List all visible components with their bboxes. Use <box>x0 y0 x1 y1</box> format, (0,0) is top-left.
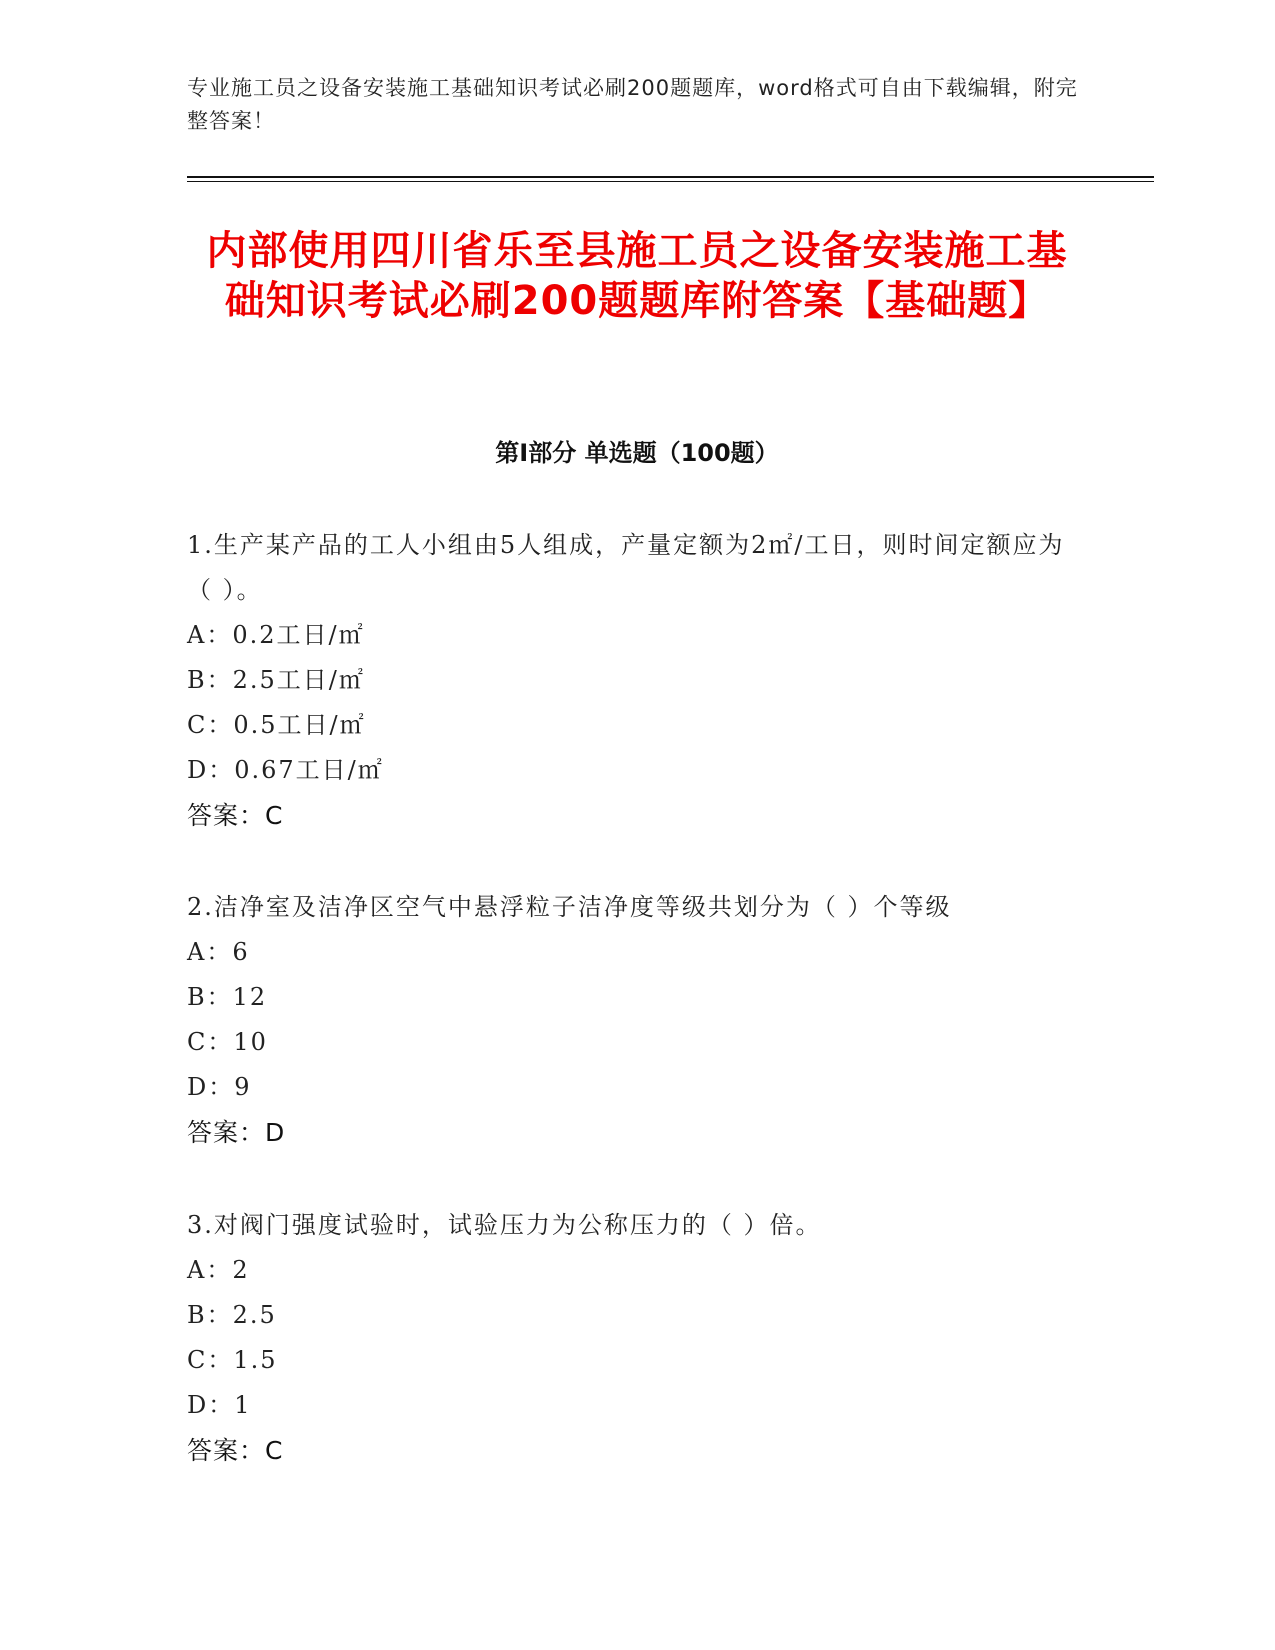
question-block <box>187 523 1067 838</box>
option-b: B：2.5 <box>187 1301 277 1329</box>
section-heading: 第I部分 单选题（100题） <box>495 439 779 467</box>
option-a: A：0.2工日/㎡ <box>187 621 365 649</box>
document-title: 内部使用四川省乐至县施工员之设备安装施工基础知识考试必刷200题题库附答案【基础题】 <box>206 228 1068 324</box>
option-d: D：9 <box>187 1073 252 1101</box>
option-c: C：10 <box>187 1028 268 1056</box>
answer: 答案：C <box>187 801 284 830</box>
option-a: A：2 <box>187 1256 250 1284</box>
option-b: B：2.5工日/㎡ <box>187 666 365 694</box>
option-d: D：0.67工日/㎡ <box>187 756 384 784</box>
option-c: C：1.5 <box>187 1346 278 1374</box>
question-stem: 3.对阀门强度试验时，试验压力为公称压力的（ ）倍。 <box>187 1211 822 1239</box>
option-a: A：6 <box>187 938 250 966</box>
question-block <box>187 885 1067 1155</box>
header-divider-thick <box>187 176 1154 178</box>
header-note: 专业施工员之设备安装施工基础知识考试必刷200题题库，word格式可自由下载编辑，附完整答案！ <box>187 76 1078 133</box>
question-stem: 1.生产某产品的工人小组由5人组成，产量定额为2㎡/工日，则时间定额应为（ ）。 <box>187 531 1065 604</box>
answer: 答案：D <box>187 1118 286 1147</box>
option-c: C：0.5工日/㎡ <box>187 711 366 739</box>
header-divider-thin <box>187 181 1154 182</box>
question-stem: 2.洁净室及洁净区空气中悬浮粒子洁净度等级共划分为（ ）个等级 <box>187 893 952 921</box>
option-b: B：12 <box>187 983 268 1011</box>
answer: 答案：C <box>187 1436 284 1465</box>
question-block <box>187 1203 1067 1473</box>
option-d: D：1 <box>187 1391 252 1419</box>
